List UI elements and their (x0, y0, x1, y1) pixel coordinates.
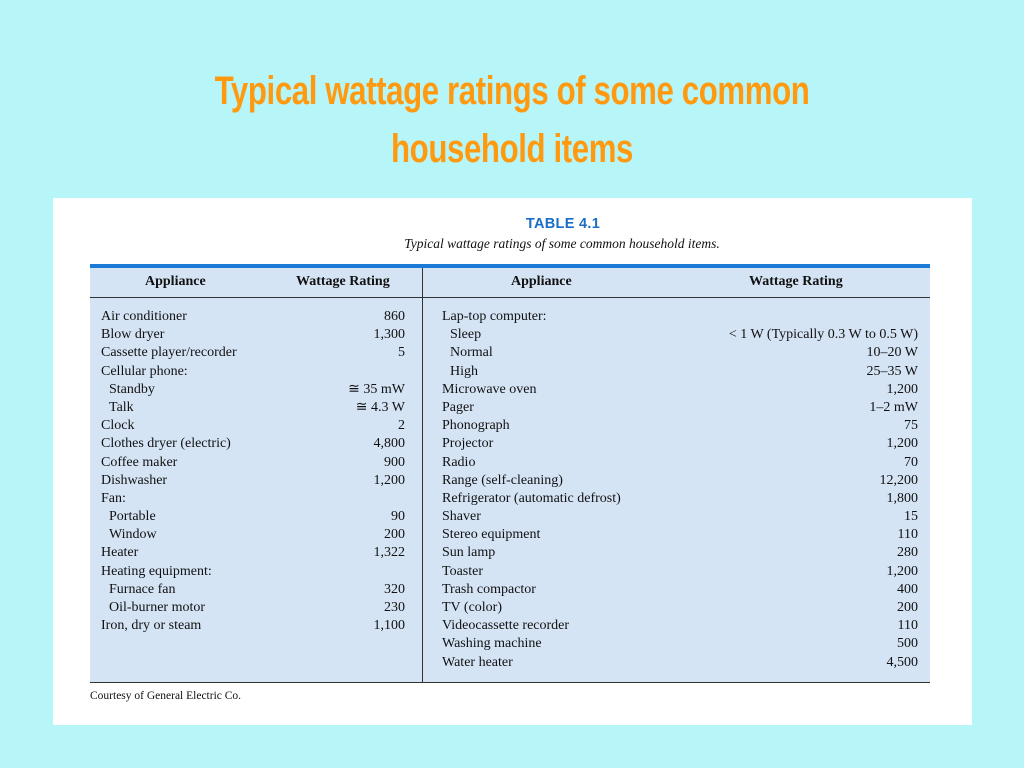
header-divider (90, 297, 930, 298)
appliance-name: Clock (101, 418, 135, 434)
table-row (442, 417, 918, 435)
table-row (442, 563, 918, 581)
table-row (101, 399, 405, 417)
wattage-value: ≅ 35 mW (348, 381, 405, 397)
header-rating-right: Wattage Rating (749, 274, 843, 289)
appliance-name: High (450, 363, 478, 379)
wattage-value: 1,200 (886, 436, 918, 452)
appliance-name: Shaver (442, 509, 481, 525)
right-column-list (442, 308, 918, 672)
table-row (101, 599, 405, 617)
appliance-name: Clothes dryer (electric) (101, 436, 231, 452)
appliance-name: TV (color) (442, 600, 502, 615)
appliance-name: Blow dryer (101, 327, 165, 343)
wattage-value: 1,200 (886, 381, 918, 397)
table-row (101, 617, 405, 635)
wattage-table (90, 268, 930, 683)
appliance-name: Portable (109, 509, 156, 525)
appliance-name: Standby (109, 381, 155, 397)
table-row (101, 435, 405, 453)
table-panel (53, 198, 972, 725)
table-row (101, 508, 405, 526)
wattage-value: 400 (897, 581, 918, 597)
wattage-value: 860 (384, 309, 405, 324)
table-row (101, 544, 405, 562)
table-row (442, 344, 918, 362)
appliance-name: Coffee maker (101, 454, 178, 470)
header-appliance-left: Appliance (145, 274, 206, 289)
appliance-name: Dishwasher (101, 472, 168, 488)
table-row (101, 490, 405, 508)
appliance-name: Projector (442, 436, 494, 452)
appliance-name: Oil-burner motor (109, 600, 206, 615)
appliance-name: Microwave oven (442, 381, 537, 397)
header-appliance-right: Appliance (511, 274, 572, 289)
wattage-value: 320 (384, 581, 405, 597)
table-caption: Typical wattage ratings of some common household items. (404, 236, 720, 251)
wattage-value: 5 (398, 345, 405, 361)
table-row (442, 381, 918, 399)
left-column-list (101, 308, 405, 635)
table-row (442, 617, 918, 635)
table-row (101, 344, 405, 362)
table-row (101, 363, 405, 381)
table-row (442, 526, 918, 544)
appliance-name: Sun lamp (442, 545, 496, 561)
slide-title-line-2: household items (390, 127, 634, 171)
wattage-value: 1,200 (886, 563, 918, 579)
appliance-name: Sleep (450, 327, 482, 343)
wattage-value: 1,200 (373, 472, 405, 488)
wattage-value: < 1 W (Typically 0.3 W to 0.5 W) (728, 327, 918, 343)
table-row (442, 544, 918, 562)
appliance-name: Videocassette recorder (442, 618, 570, 634)
appliance-name: Pager (442, 399, 474, 415)
wattage-value: ≅ 4.3 W (355, 399, 405, 415)
wattage-value: 200 (897, 600, 918, 615)
wattage-value: 1,800 (886, 490, 918, 506)
table-row (442, 508, 918, 526)
wattage-value: 500 (897, 636, 918, 652)
table-row (442, 435, 918, 453)
appliance-name: Window (109, 527, 157, 543)
wattage-value: 1,300 (373, 327, 405, 343)
appliance-name: Trash compactor (442, 581, 536, 597)
table-row (442, 472, 918, 490)
wattage-value: 4,500 (886, 654, 918, 670)
appliance-name: Lap-top computer: (442, 309, 547, 324)
table-row (101, 381, 405, 399)
table-row (442, 581, 918, 599)
wattage-value: 900 (384, 454, 405, 470)
table-row (101, 472, 405, 490)
wattage-value: 15 (904, 509, 918, 525)
appliance-name: Heater (101, 545, 139, 561)
appliance-name: Talk (109, 399, 134, 415)
wattage-value: 1,322 (373, 545, 405, 561)
appliance-name: Phonograph (442, 418, 510, 434)
table-label: TABLE 4.1 (525, 216, 601, 232)
wattage-value: 10–20 W (866, 345, 918, 361)
table-row (442, 363, 918, 381)
table-row (101, 563, 405, 581)
table-row (442, 599, 918, 617)
appliance-name: Water heater (442, 654, 513, 670)
table-row (442, 308, 918, 326)
appliance-name: Normal (450, 345, 493, 361)
table-footnote: Courtesy of General Electric Co. (90, 690, 242, 702)
wattage-value: 12,200 (879, 472, 918, 488)
appliance-name: Washing machine (442, 636, 542, 652)
wattage-value: 25–35 W (866, 363, 918, 379)
header-rating-left: Wattage Rating (296, 274, 390, 289)
table-row (101, 526, 405, 544)
appliance-name: Air conditioner (101, 309, 187, 324)
table-row (101, 308, 405, 326)
table-row (442, 326, 918, 344)
appliance-name: Fan: (101, 490, 126, 506)
appliance-name: Furnace fan (109, 581, 176, 597)
appliance-name: Refrigerator (automatic defrost) (442, 490, 621, 506)
appliance-name: Iron, dry or steam (101, 618, 202, 634)
table-row (442, 635, 918, 653)
table-row (101, 454, 405, 472)
wattage-value: 1,100 (373, 618, 405, 634)
appliance-name: Stereo equipment (442, 527, 541, 543)
wattage-value: 110 (897, 527, 918, 543)
appliance-name: Radio (442, 454, 476, 470)
table-row (101, 326, 405, 344)
slide-title-line-1: Typical wattage ratings of some common (214, 69, 810, 113)
appliance-name: Range (self-cleaning) (442, 472, 563, 488)
wattage-value: 230 (384, 600, 405, 615)
wattage-value: 70 (904, 454, 918, 470)
wattage-value: 75 (904, 418, 918, 434)
table-row (442, 454, 918, 472)
column-divider (422, 268, 423, 682)
appliance-name: Cassette player/recorder (101, 345, 237, 361)
table-row (101, 417, 405, 435)
appliance-name: Cellular phone: (101, 363, 188, 379)
wattage-value: 200 (384, 527, 405, 543)
appliance-name: Heating equipment: (101, 563, 212, 579)
wattage-value: 280 (897, 545, 918, 561)
table-row (442, 490, 918, 508)
wattage-value: 2 (398, 418, 405, 434)
wattage-value: 1–2 mW (869, 399, 918, 415)
wattage-value: 4,800 (373, 436, 405, 452)
table-row (442, 399, 918, 417)
appliance-name: Toaster (442, 563, 484, 579)
table-row (442, 654, 918, 672)
slide-title (113, 62, 912, 178)
table-row (101, 581, 405, 599)
wattage-value: 110 (897, 618, 918, 634)
wattage-value: 90 (391, 509, 405, 525)
